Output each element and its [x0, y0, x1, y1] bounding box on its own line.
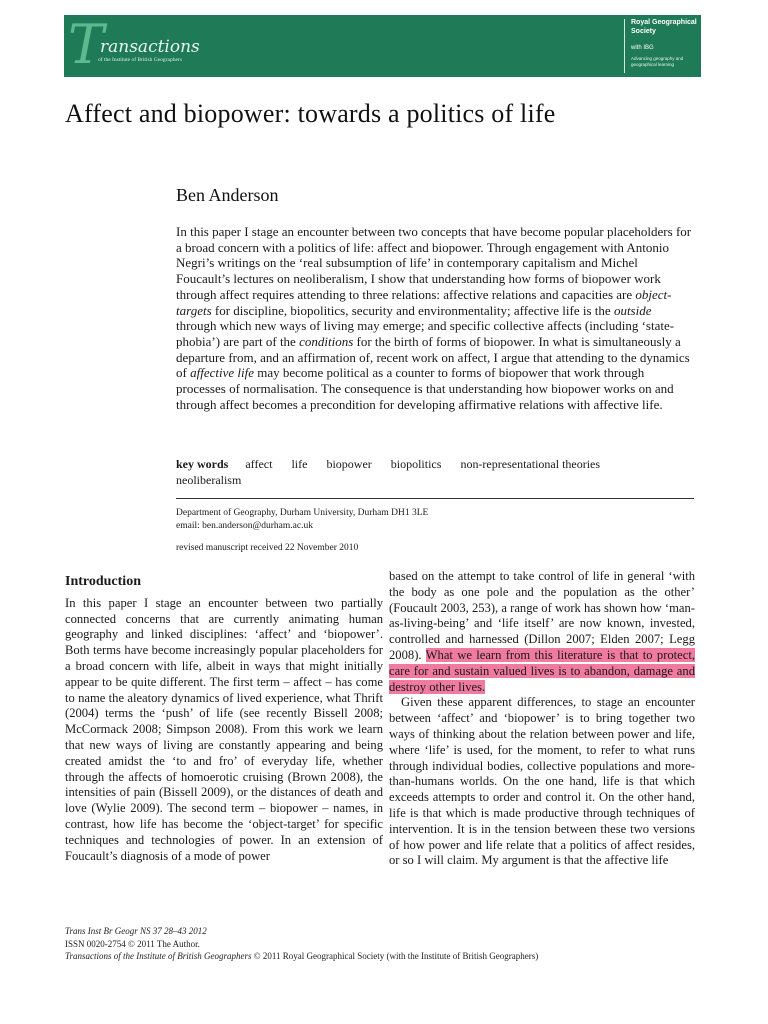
keyword: neoliberalism — [176, 472, 242, 487]
keyword: non-representational theories — [460, 457, 601, 471]
page-footer — [65, 925, 538, 963]
keyword: affect — [245, 457, 273, 471]
divider — [176, 498, 694, 499]
abstract-text-5: may become political as a counter to forms of biopower that work through processes of normalisation. The consequence is that understanding how biopower works on and through affect becomes a precondition for developing affirmative relations with affective life. — [176, 365, 674, 412]
body-right-column — [389, 569, 695, 869]
society-with: with IBG — [631, 45, 654, 51]
citation-line: Trans Inst Br Geogr NS 37 28–43 2012 — [65, 926, 207, 936]
keyword: life — [291, 457, 308, 471]
article-title: Affect and biopower: towards a politics of life — [65, 99, 556, 128]
abstract — [176, 224, 694, 412]
society-tagline: Advancing geography and geographical learning — [631, 56, 684, 67]
keywords — [176, 457, 694, 488]
body-left-column — [65, 574, 383, 864]
body-paragraph: Given these apparent differences, to stage an encounter between ‘affect’ and ‘biopower’ is to bring together two ways of thinking about the relation between power and life, where ‘life’ is used, for the moment, to refer to what runs through individual bodies, collective populations and more-than-humans worlds. On the one hand, life is that which exceeds attempts to order and control it. On the other hand, life is that which is made productive through techniques of intervention. It is in the tension between these two versions of how power and life relate that a politics of affect resides, or so I will claim. My argument is that the affective life — [389, 695, 695, 868]
keywords-label: key words — [176, 457, 229, 471]
abstract-text-1: In this paper I stage an encounter between two concepts that have become popular placeholders for a broad concern with a politics of life: affect and biopower. Through engagement with Antonio Negri’s writings on the ‘real subsumption of life’ in contemporary capitalism and Michel Foucault’s lectures on neoliberalism, I show that understanding how forms of biopower work through affect requires attending to three relations: affective relations and capacities are — [176, 224, 692, 302]
journal-logo-subtitle: of the Institute of British Geographers — [98, 57, 182, 63]
abstract-emphasis-4: affective life — [190, 365, 254, 381]
footer-journal-name: Transactions of the Institute of British Geographers — [65, 951, 252, 961]
society-logo — [624, 15, 701, 77]
author-email: email: ben.anderson@durham.ac.uk — [176, 521, 313, 531]
abstract-emphasis-1: object-targets — [176, 286, 672, 318]
journal-banner — [64, 15, 701, 77]
journal-logo-initial: T — [68, 13, 105, 76]
abstract-emphasis-2: outside — [613, 302, 652, 318]
body-paragraph: In this paper I stage an encounter between two partially connected concerns that are currently animating human geography and linked disciplines: ‘affect’ and ‘biopower’. Both terms have become increasingly popular placeholders for a broad concern with life, albeit in ways that might initially appear to be quite different. The first term – affect – has come to name the aleatory dynamics of lived experience, what Thrift (2004) terms the ‘push’ of life (see recently Bissell 2008; McCormack 2008; Simpson 2008). From this work we learn that new ways of living are constantly appearing and being created amidst the ‘to and fro’ of everyday life, whether through the affects of homoerotic cruising (Brown 2008), the intensities of pain (Bissell 2009), or the distances of death and love (Wylie 2009). The second term – biopower – names, in contrast, how life has become the ‘object-target’ for specific techniques and technologies of power. In an extension of Foucault’s diagnosis of a mode of power — [65, 595, 383, 863]
article-author: Ben Anderson — [176, 185, 279, 205]
keyword: biopower — [326, 457, 372, 471]
abstract-emphasis-3: conditions — [299, 333, 354, 349]
revised-date: revised manuscript received 22 November 2010 — [176, 543, 359, 553]
body-paragraph: based on the attempt to take control of life in general ‘with the body as one pole and the population as the other’ (Foucault 2003, 253), a range of work has shown how ‘man-as-living-being’ and ‘life itself’ are now known, invested, controlled and harnessed (Dillon 2007; Elden 2007; Legg 2008). — [389, 569, 695, 662]
section-heading-introduction: Introduction — [65, 574, 141, 589]
society-name: Royal Geographical Society — [631, 19, 697, 35]
affiliation — [176, 507, 428, 533]
department: Department of Geography, Durham University, Durham DH1 3LE — [176, 508, 429, 518]
journal-logo-name: ransactions — [100, 37, 200, 57]
abstract-text-4: for the birth of forms of biopower. In what is simultaneously a departure from, and an affirmation of, recent work on affect, I argue that attending to the dynamics of — [176, 333, 690, 381]
abstract-text-3: through which new ways of living may emerge; and specific collective affects (including ‘state-phobia’) are part of the — [176, 318, 675, 349]
society-divider — [624, 19, 625, 73]
abstract-text-2: for discipline, biopolitics, security and environmentality; affective life is the — [211, 302, 614, 318]
footer-copyright: © 2011 Royal Geographical Society (with the Institute of British Geographers) — [251, 951, 539, 961]
issn-line: ISSN 0020-2754 © 2011 The Author. — [65, 938, 200, 949]
keyword: biopolitics — [390, 457, 442, 471]
highlighted-text[interactable]: What we learn from this literature is that to protect, care for and sustain valued lives is to abandon, damage and destroy other lives. — [389, 647, 696, 694]
